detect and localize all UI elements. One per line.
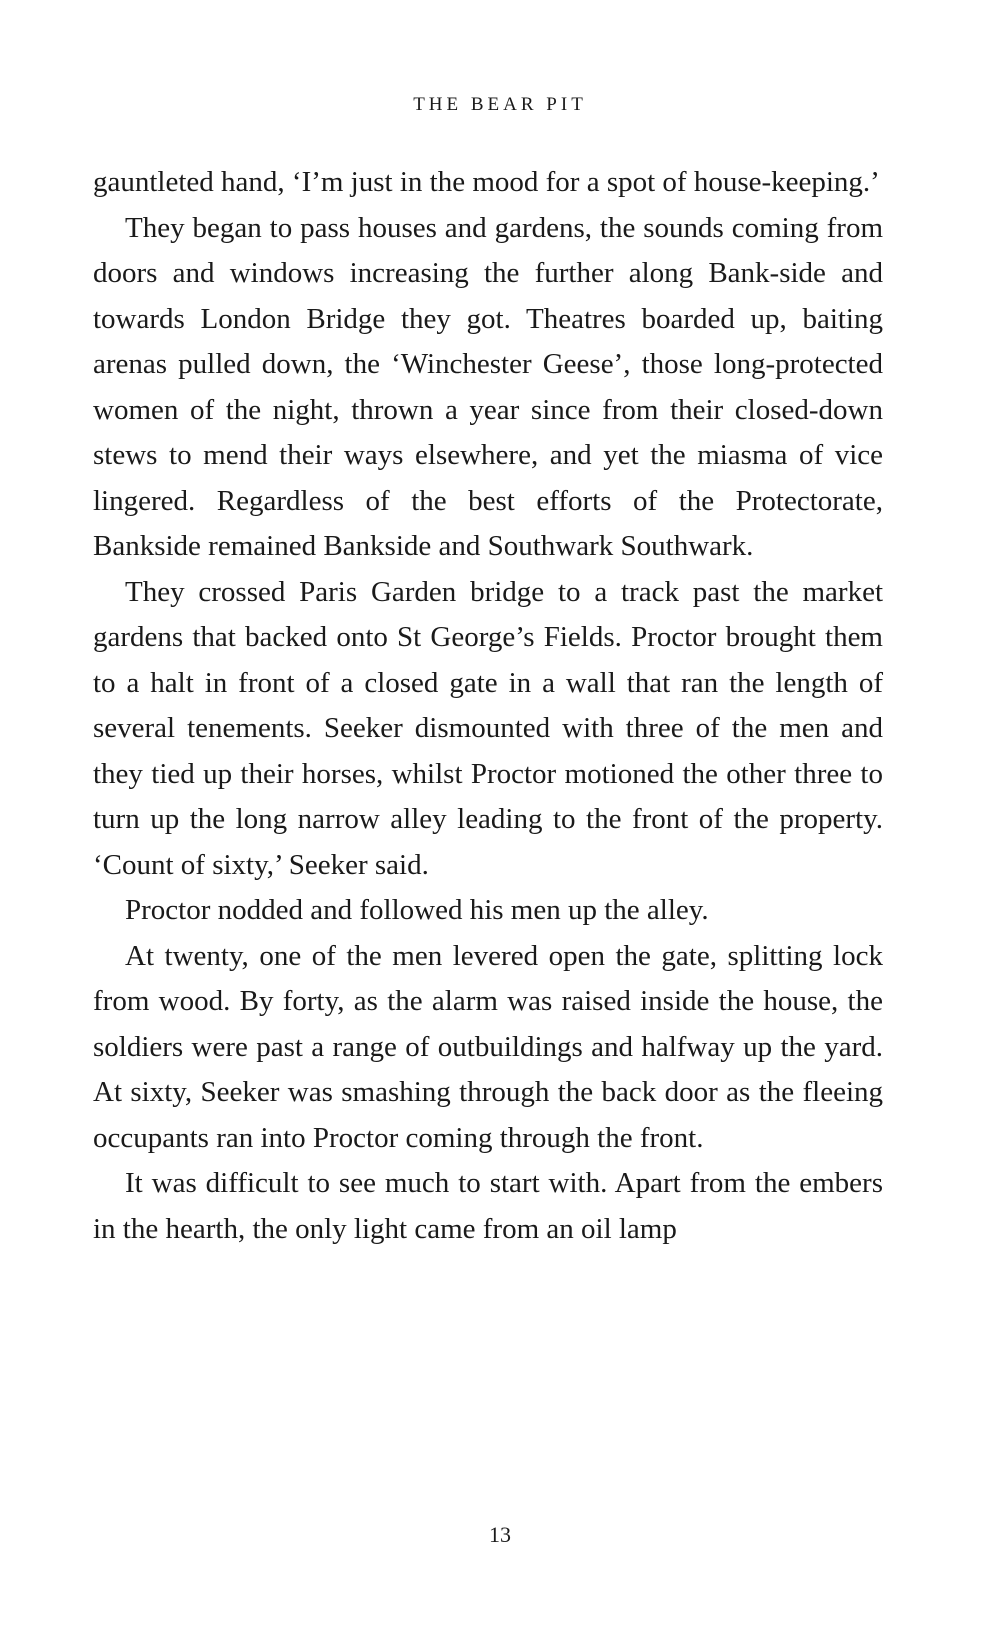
body-text <box>93 160 883 1252</box>
paragraph: They crossed Paris Garden bridge to a track past the market gardens that backed onto St George’s Fields. Proctor brought them to a halt in front of a closed gate in a wall that ran the length of several tenements. Seeker dismounted with three of the men and they tied up their horses, whilst Proctor motioned the other three to turn up the long narrow alley leading to the front of the property. ‘Count of sixty,’ Seeker said. <box>93 575 883 881</box>
page-number: 13 <box>489 1522 511 1547</box>
paragraph: It was difficult to see much to start with. Apart from the embers in the hearth, the only light came from an oil lamp <box>93 1167 883 1245</box>
paragraph: Proctor nodded and followed his men up the alley. <box>125 894 709 926</box>
paragraph: At twenty, one of the men levered open the gate, splitting lock from wood. By forty, as the alarm was raised inside the house, the soldiers were past a range of outbuildings and halfway up the yard. At sixty, Seeker was smashing through the back door as the fleeing occupants ran into Proctor coming through the front. <box>93 939 883 1154</box>
running-head: THE BEAR PIT <box>413 94 587 115</box>
paragraph-continued: gauntleted hand, ‘I’m just in the mood for a spot of house-keeping.’ <box>93 166 880 198</box>
paragraph: They began to pass houses and gardens, the sounds coming from doors and windows increasing the further along Bank-side and towards London Bridge they got. Theatres boarded up, baiting arenas pulled down, the ‘Winchester Geese’, those long-protected women of the night, thrown a year since from their closed-down stews to mend their ways elsewhere, and yet the miasma of vice lingered. Regardless of the best efforts of the Protectorate, Bankside remained Bankside and Southwark Southwark. <box>93 211 883 562</box>
